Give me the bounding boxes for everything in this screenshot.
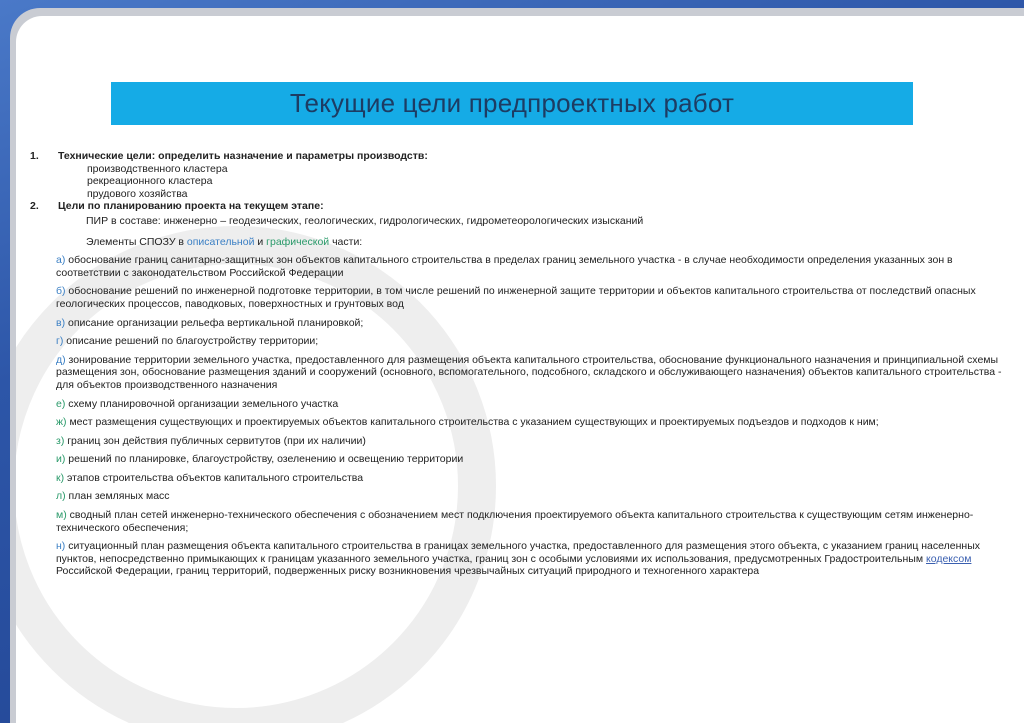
item-text: ситуационный план размещения объекта капитального строительства в границах земельного участка, предоставленного для размещения этого объекта, с указанием границ населенных пунктов, непосредственно примыкающих к границам указанного земельного участка, границ зон с особыми условиями их использования, предусмотренных Градостроительным [56,540,981,565]
item-letter: б) [56,285,66,298]
elements-suffix: части: [329,235,363,248]
elements-prefix: Элементы СПОЗУ в [86,235,187,248]
list-item-g [30,335,1002,348]
item-text: границ зон действия публичных сервитутов (при их наличии) [64,434,366,447]
pir-description: ПИР в составе: инженерно – геодезических, геологических, гидрологических, гидрометеорологических изысканий [86,214,644,227]
descriptive-part-link[interactable]: описательной [186,235,255,248]
item-letter: а) [56,254,66,267]
item-letter: л) [56,490,66,503]
item-text: сводный план сетей инженерно-технического обеспечения с обозначением мест подключения проектируемого объекта капитального строительства к существующим сетям инженерно-технического обеспечения; [56,509,974,534]
slide-content [30,150,1002,578]
list-item-i [30,453,1002,466]
section-2-heading: Цели по планированию проекта на текущем этапе: [58,200,324,213]
list-item-m [30,509,1002,534]
elements-mid: и [254,235,267,248]
item-text: план земляных масс [65,490,170,503]
list-item-zh [30,416,1002,429]
item-letter: м) [56,509,67,522]
item-text: обоснование решений по инженерной подготовке территории, в том числе решений по инженерной защите территории и объектов капитального строительства от последствий опасных геологических процессов, паводковых, поверхностных и грунтовых вод [56,285,976,310]
item-text: мест размещения существующих и проектируемых объектов капитального строительства с указанием существующих и проектируемых подъездов и подходов к ним; [66,416,879,429]
item-letter: г) [56,335,64,348]
item-text: схему планировочной организации земельного участка [65,397,339,410]
item-letter: и) [56,453,66,466]
list-item-d [30,354,1002,392]
item-letter: к) [56,471,65,484]
section-2-header [30,200,1002,213]
list-item-a [30,254,1002,279]
codex-link[interactable]: кодексом [926,552,972,565]
item-text: обоснование границ санитарно-защитных зон объектов капитального строительства в пределах границ земельного участка - в случае необходимости определения указанных зон в соответствии с законодательством Российской Федерации [56,254,953,279]
list-item-z [30,435,1002,448]
item-text: описание организации рельефа вертикальной планировкой; [65,316,364,329]
item-letter: д) [56,353,66,366]
item-text: зонирование территории земельного участка, предоставленного для размещения объекта капитального строительства, обоснование функционального назначения и принципиальной схемы размещения зон, обоснование размещения зданий и сооружений (основного, вспомогательного, подсобного, складского и обслуживающего назначения) объектов капитального строительства - для объектов производственного назначения [56,353,1002,391]
section-1-subitem: производственного кластера [87,162,228,175]
section-1-header [30,150,1002,163]
slide-card [16,16,1024,723]
item-text: описание решений по благоустройству территории; [63,335,319,348]
list-item-b [30,285,1002,310]
item-text: решений по планировке, благоустройству, озеленению и освещению территории [65,453,464,466]
section-1-subitem: прудового хозяйства [87,187,188,200]
spozu-elements-line [30,236,1002,249]
item-letter: ж) [56,416,67,429]
slide-title: Текущие цели предпроектных работ [289,88,735,118]
list-item-e [30,398,1002,411]
item-text: этапов строительства объектов капитального строительства [64,471,364,484]
list-item-l [30,490,1002,503]
item-letter: е) [56,397,66,410]
item-letter: н) [56,540,66,553]
section-1-subitem: рекреационного кластера [87,175,213,188]
section-1-heading: Технические цели: определить назначение и параметры производств: [58,150,428,162]
section-1-number: 1. [30,150,39,162]
item-text: Российской Федерации, границ территорий, подверженных риску возникновения чрезвычайных ситуаций природного и техногенного характера [56,565,760,578]
list-item-v [30,317,1002,330]
list-item-n [30,540,1002,578]
section-2-number: 2. [30,200,39,213]
title-bar [111,82,913,125]
item-letter: з) [56,434,65,447]
graphic-part-link[interactable]: графической [266,235,330,248]
list-item-k [30,472,1002,485]
item-letter: в) [56,316,66,329]
